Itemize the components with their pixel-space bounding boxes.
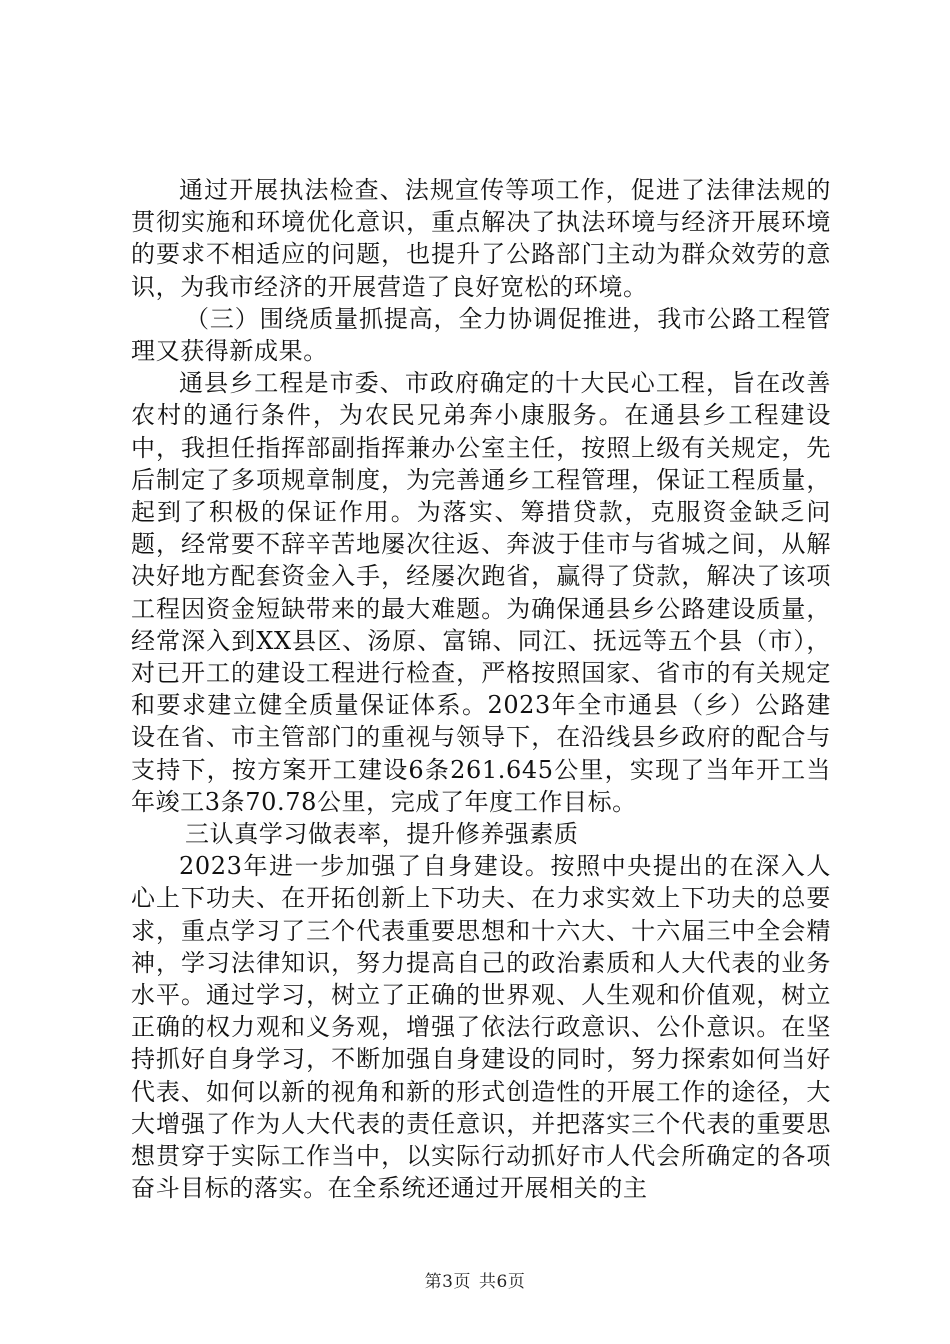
page-total: 共6页 — [479, 1272, 526, 1292]
page-footer — [0, 1267, 950, 1292]
document-body — [131, 174, 831, 1205]
page-number: 第3页 — [424, 1272, 471, 1292]
section-heading-study: 三认真学习做表率，提升修养强素质 — [185, 820, 579, 849]
section-heading-quality: （三）围绕质量抓提高，全力协调促推进，我市公路工程管理又获得新成果。 — [131, 304, 831, 366]
paragraph-law-enforcement: 通过开展执法检查、法规宣传等项工作，促进了法律法规的贯彻实施和环境优化意识，重点解决了执法环境与经济开展环境的要求不相适应的问题，也提升了公路部门主动为群众效劳的意识，为我市经济的开展营造了良好宽松的环境。 — [131, 176, 831, 301]
paragraph-county-road-project: 通县乡工程是市委、市政府确定的十大民心工程，旨在改善农村的通行条件，为农民兄弟奔小康服务。在通县乡工程建设中，我担任指挥部副指挥兼办公室主任，按照上级有关规定，先后制定了多项规章制度，为完善通乡工程管理，保证工程质量，起到了积极的保证作用。为落实、筹措贷款，克服资金缺乏问题，经常要不辞辛苦地屡次往返、奔波于佳市与省城之间，从解决好地方配套资金入手，经屡次跑省，赢得了贷款，解决了该项工程因资金短缺带来的最大难题。为确保通县乡公路建设质量，经常深入到XX县区、汤原、富锦、同江、抚远等五个县（市），对已开工的建设工程进行检查，严格按照国家、省市的有关规定和要求建立健全质量保证体系。2023年全市通县（乡）公路建设在省、市主管部门的重视与领导下，在沿线县乡政府的配合与支持下，按方案开工建设6条261.645公里，实现了当年开工当年竣工3条70.78公里，完成了年度工作目标。 — [131, 369, 831, 816]
paragraph-self-improvement: 2023年进一步加强了自身建设。按照中央提出的在深入人心上下功夫、在开拓创新上下功夫、在力求实效上下功夫的总要求，重点学习了三个代表重要思想和十六大、十六届三中全会精神，学习法律知识，努力提高自己的政治素质和人大代表的业务水平。通过学习，树立了正确的世界观、人生观和价值观，树立正确的权力观和义务观，增强了依法行政意识、公仆意识。在坚持抓好自身学习，不断加强自身建设的同时，努力探索如何当好代表、如何以新的视角和新的形式创造性的开展工作的途径，大大增强了作为人大代表的责任意识，并把落实三个代表的重要思想贯穿于实际工作当中，以实际行动抓好市人代会所确定的各项奋斗目标的落实。在全系统还通过开展相关的主 — [131, 852, 831, 1203]
